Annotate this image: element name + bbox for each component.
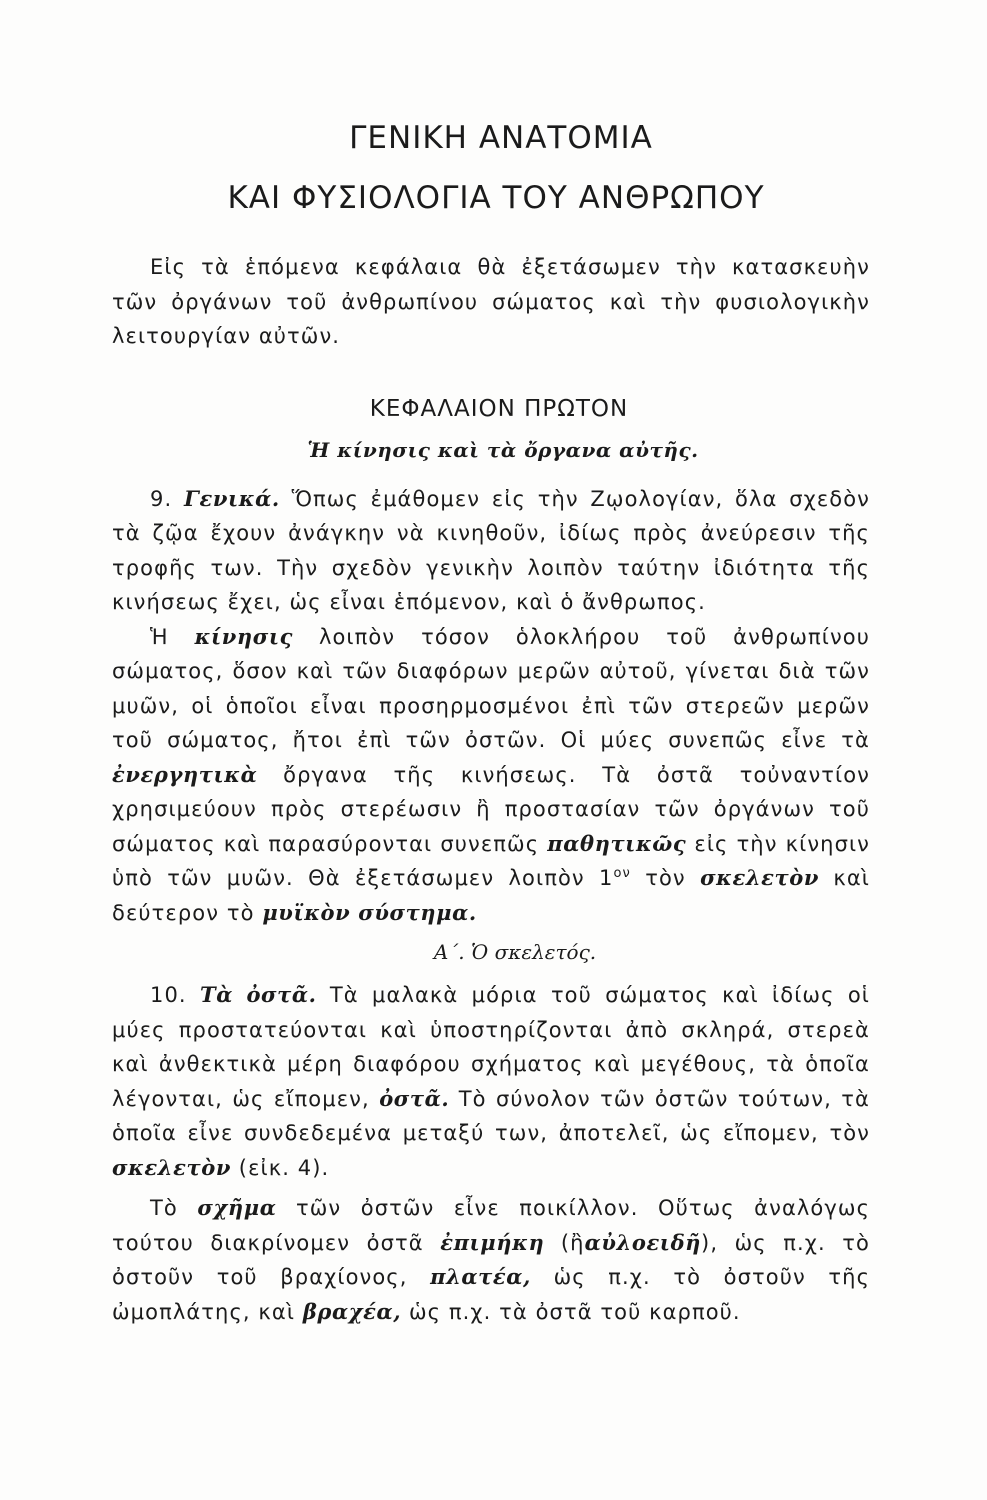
paragraph-10-number: 10. [150, 983, 187, 1007]
term-muscular-system: μυϊκὸν σύστημα. [262, 899, 477, 925]
paragraph-9-number: 9. [150, 486, 173, 511]
paragraph-10-text-2: Τὸ σύνολον τῶν ὀστῶν τούτων, τὰ ὁποῖα εἶνε συνδεδεμένα μεταξύ των, ἀποτελεῖ, ὡς εἴπομεν, τὸν [112, 1086, 870, 1145]
paragraph-9-text: Ὅπως ἐμάθομεν εἰς τὴν Ζῳολογίαν, ὅλα σχεδὸν τὰ ζῷα ἔχουν ἀνάγκην νὰ κινηθοῦν, ἰδίως πρὸς ἀνεύρεσιν τῆς τροφῆς των. Τὴν σχεδὸν γενικὴν λοιπὸν ταύτην ἰδιότητα τῆς κινήσεως ἔχει, ὡς εἶναι ἑπόμενον, καὶ ὁ ἄνθρωπος. [112, 486, 871, 614]
shape-text-4: ), ὡς π.χ. τὸ ὀστοῦν τοῦ βραχίονος, [112, 1230, 870, 1289]
term-avloeide: αὐλοειδῆ [584, 1229, 702, 1255]
movement-text-6: καὶ δεύτερον τὸ [112, 866, 871, 925]
movement-paragraph [112, 620, 870, 931]
term-kinesis: κίνησις [194, 623, 293, 649]
term-osta: ὀστᾶ. [379, 1085, 450, 1111]
chapter-subheading: Ἡ κίνησις καὶ τὰ ὄργανα αὐτῆς. [307, 437, 699, 462]
paragraph-10-heading: Τὰ ὀστᾶ. [200, 982, 317, 1007]
chapter-heading: ΚΕΦΑΛΑΙΟΝ ΠΡΩΤΟΝ [369, 395, 629, 422]
movement-text-5: τὸν [645, 866, 686, 890]
term-brachea: βραχέα, [302, 1298, 402, 1324]
paragraph-9 [112, 482, 870, 620]
movement-text-1: Ἡ [150, 624, 169, 649]
term-energetika: ἐνεργητικὰ [112, 761, 258, 787]
shape-text-3: (ἢ [560, 1230, 585, 1255]
term-platea: πλατέα, [430, 1264, 531, 1289]
movement-text-2: λοιπὸν τόσον ὁλοκλήρου τοῦ ἀνθρωπίνου σώματος, ὅσον καὶ τῶν διαφόρων μερῶν αὐτοῦ, γίνεται διὰ τῶν μυῶν, οἱ ὁποῖοι εἶναι προσηρμοσμένοι ἐπὶ τῶν στερεῶν μερῶν τοῦ σώματος, ἤτοι ἐπὶ τῶν ὀστῶν. Οἱ μύες συνεπῶς εἶνε τὰ [112, 624, 871, 752]
title-line-1: ΓΕΝΙΚΗ ΑΝΑΤΟΜΙΑ [349, 120, 653, 156]
shape-text-5: ὡς π.χ. τὸ ὀστοῦν τῆς ὠμοπλάτης, καὶ [112, 1265, 870, 1324]
paragraph-10-text-3: (εἰκ. 4). [238, 1155, 330, 1180]
shape-text-6: ὡς π.χ. τὰ ὀστᾶ τοῦ καρποῦ. [408, 1299, 741, 1324]
term-epimeke: ἐπιμήκη [440, 1229, 545, 1255]
term-skeleton: σκελετὸν [700, 865, 820, 890]
term-pathetikos: παθητικῶς [547, 830, 687, 856]
shape-text-1: Τὸ [150, 1196, 178, 1220]
intro-paragraph: Εἰς τὰ ἑπόμενα κεφάλαια θὰ ἐξετάσωμεν τὴν κατασκευὴν τῶν ὀργάνων τοῦ ἀνθρωπίνου σώματος καὶ τὴν φυσιολογικὴν λειτουργίαν αὐτῶν. [112, 255, 870, 348]
page-content [112, 108, 870, 1329]
section-a-heading: Α΄. Ὁ σκελετός. [433, 940, 597, 964]
term-skeleton-2: σκελετὸν [112, 1154, 231, 1180]
movement-text-4: εἰς τὴν κίνησιν ὑπὸ τῶν μυῶν. Θὰ ἐξετάσωμεν λοιπὸν 1 [112, 831, 871, 890]
shape-paragraph [112, 1191, 870, 1329]
title-line-2: ΚΑΙ ΦΥΣΙΟΛΟΓΙΑ ΤΟΥ ΑΝΘΡΩΠΟΥ [227, 180, 765, 216]
paragraph-9-heading: Γενικά. [184, 485, 280, 511]
movement-text-3: ὄργανα τῆς κινήσεως. Τὰ ὀστᾶ τοὐναντίον χρησιμεύουν πρὸς στερέωσιν ἢ προστασίαν τῶν ὀργάνων τοῦ σώματος καὶ παρασύρονται συνεπῶς [112, 762, 871, 856]
term-schema: σχῆμα [197, 1195, 277, 1220]
shape-text-2: τῶν ὀστῶν εἶνε ποικίλλον. Οὕτως ἀναλόγως τούτου διακρίνομεν ὀστᾶ [112, 1196, 871, 1255]
ordinal-superscript: ον [613, 866, 631, 881]
paragraph-10 [112, 978, 870, 1185]
paragraph-10-text-1: Τὰ μαλακὰ μόρια τοῦ σώματος καὶ ἰδίως οἱ μύες προστατεύονται καὶ ὑποστηρίζονται ἀπὸ σκληρά, στερεὰ καὶ ἀνθεκτικὰ μέρη διαφόρου σχήματος καὶ μεγέθους, τὰ ὁποῖα λέγονται, ὡς εἴπομεν, [112, 983, 870, 1111]
